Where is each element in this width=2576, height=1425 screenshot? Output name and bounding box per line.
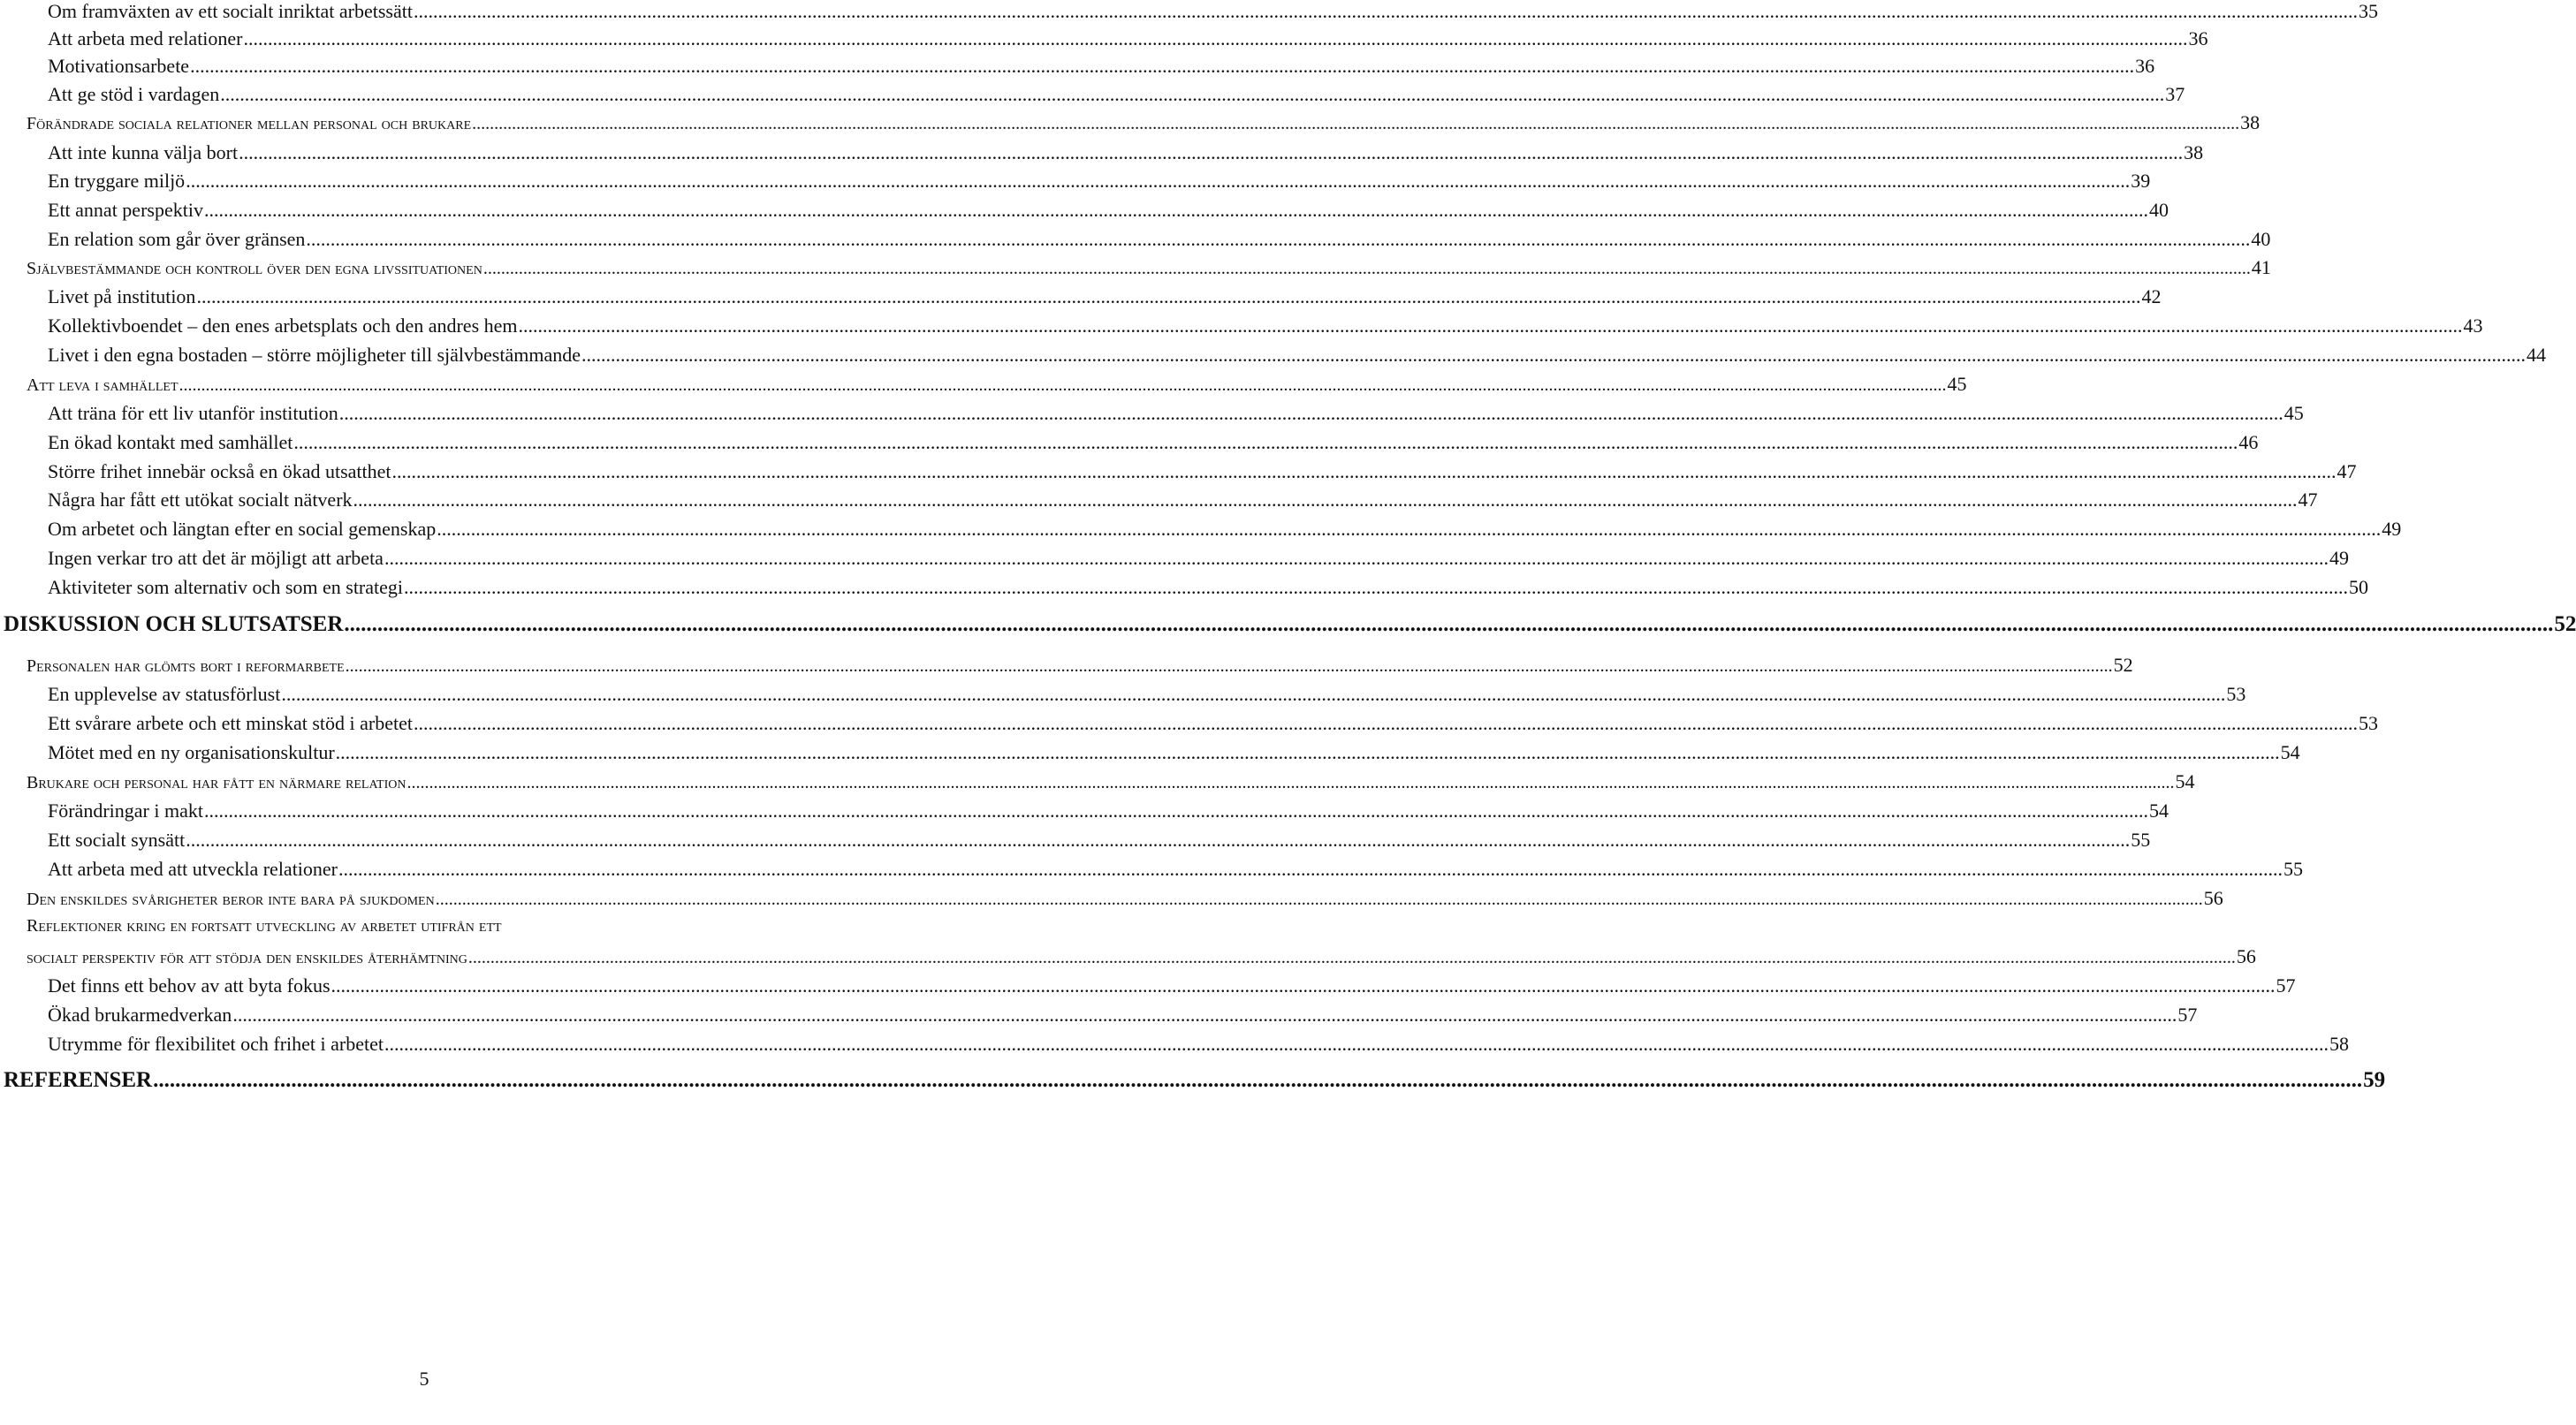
toc-entry-title: Om arbetet och längtan efter en social gemenskap (48, 518, 437, 540)
toc-entry-title: Reflektioner kring en fortsatt utveckling av arbetet utifrån ett (27, 916, 502, 936)
toc-entry-page: 47 (2298, 489, 2318, 511)
toc-entry-page: 52 (2554, 612, 2576, 636)
toc-leader-dots: ................................................................................................................................................................................................................................................................................................................................................................................................................ (293, 431, 2238, 453)
toc-entry[interactable] (27, 887, 2223, 910)
toc-entry-page: 49 (2329, 547, 2349, 569)
toc-entry-title: Att leva i samhället (27, 375, 179, 395)
toc-entry-page: 56 (2203, 887, 2223, 909)
toc-entry[interactable] (48, 285, 2162, 308)
toc-leader-dots: ................................................................................................................................................................................................................................................................................................................................................................................................................ (331, 974, 2276, 997)
toc-entry-title: Att arbeta med att utveckla relationer (48, 858, 338, 880)
toc-entry-title: Ett svårare arbete och ett minskat stöd i arbetet (48, 712, 413, 734)
toc-entry-title: DISKUSSION OCH SLUTSATSER (4, 612, 344, 636)
toc-leader-dots: ................................................................................................................................................................................................................................................................................................................................................................................................................ (338, 858, 2283, 880)
toc-entry-title: Motivationsarbete (48, 55, 190, 77)
toc-entry-title: socialt perspektiv för att stödja den enskildes återhämtning (27, 948, 467, 967)
toc-entry-page: 58 (2329, 1033, 2349, 1055)
toc-entry[interactable] (27, 916, 822, 936)
toc-leader-dots: ................................................................................................................................................................................................................................................................................................................................................................................................................ (186, 170, 2131, 192)
toc-leader-dots: ................................................................................................................................................................................................................................................................................................................................................................................................................ (220, 83, 2165, 105)
toc-entry[interactable] (48, 27, 2208, 50)
toc-leader-dots: ................................................................................................................................................................................................................................................................................................................................................................................................................ (203, 800, 2148, 822)
toc-leader-dots: ................................................................................................................................................................................................................................................................................................................................................................................................................ (203, 199, 2148, 221)
toc-entry-page: 55 (2131, 829, 2151, 851)
toc-entry[interactable] (27, 945, 2256, 968)
toc-entry-page: 45 (2283, 402, 2304, 424)
toc-entry[interactable] (48, 141, 2204, 164)
toc-entry[interactable] (48, 858, 2304, 881)
toc-leader-dots: ................................................................................................................................................................................................................................................................................................................................................................................................................ (186, 829, 2131, 851)
toc-entry-title: REFERENSER (4, 1068, 153, 1092)
toc-entry-page: 55 (2283, 858, 2304, 880)
toc-entry-page: 40 (2251, 228, 2271, 250)
toc-entry-page: 41 (2251, 256, 2271, 278)
toc-leader-dots: ................................................................................................................................................................................................................................................................................................................................................................................................................ (518, 315, 2463, 337)
toc-entry-title: En relation som går över gränsen (48, 228, 306, 250)
toc-leader-dots: ................................................................................................................................................................................................................................................................................................................................................................................................................ (391, 460, 2337, 482)
toc-leader-dots: ................................................................................................................................................................................................................................................................................................................................................................................................................ (243, 27, 2188, 49)
toc-entry[interactable] (48, 199, 2169, 222)
toc-entry-page: 50 (2349, 576, 2369, 598)
toc-leader-dots: ................................................................................................................................................................................................................................................................................................................................................................................................................ (353, 489, 2298, 511)
toc-entry-page: 38 (2240, 111, 2261, 133)
toc-entry-page: 45 (1947, 373, 1967, 395)
toc-entry[interactable] (48, 829, 2151, 852)
page-number: 5 (419, 1368, 429, 1390)
toc-entry[interactable] (48, 170, 2151, 193)
toc-entry[interactable] (27, 256, 2271, 279)
toc-leader-dots: ................................................................................................................................................................................................................................................................................................................................................................................................................ (407, 773, 2175, 792)
toc-leader-dots: ................................................................................................................................................................................................................................................................................................................................................................................................................ (413, 712, 2358, 734)
toc-entry[interactable] (48, 431, 2259, 454)
toc-entry[interactable] (27, 770, 2195, 793)
toc-entry-title: En upplevelse av statusförlust (48, 683, 281, 705)
toc-entry-title: Att inte kunna välja bort (48, 141, 239, 163)
toc-leader-dots: ................................................................................................................................................................................................................................................................................................................................................................................................................ (467, 948, 2236, 967)
toc-entry-title: Några har fått ett utökat socialt nätverk (48, 489, 353, 511)
toc-entry-title: Att arbeta med relationer (48, 27, 243, 49)
toc-entry-title: Brukare och personal har fått en närmare relation (27, 773, 407, 792)
toc-leader-dots: ................................................................................................................................................................................................................................................................................................................................................................................................................ (153, 1068, 2363, 1092)
toc-entry-title: Att ge stöd i vardagen (48, 83, 220, 105)
toc-entry-title: Större frihet innebär också en ökad utsatthet (48, 460, 391, 482)
toc-leader-dots: ................................................................................................................................................................................................................................................................................................................................................................................................................ (435, 890, 2203, 909)
toc-entry-title: Ingen verkar tro att det är möjligt att arbeta (48, 547, 384, 569)
toc-entry[interactable] (27, 654, 2133, 677)
toc-entry-page: 42 (2141, 285, 2162, 307)
toc-leader-dots: ................................................................................................................................................................................................................................................................................................................................................................................................................ (437, 518, 2382, 540)
toc-entry-title: Ett annat perspektiv (48, 199, 203, 221)
toc-leader-dots: ................................................................................................................................................................................................................................................................................................................................................................................................................ (190, 55, 2135, 77)
toc-entry-page: 37 (2165, 83, 2185, 105)
toc-entry-page: 59 (2363, 1068, 2386, 1092)
toc-entry[interactable] (48, 402, 2304, 425)
toc-leader-dots: ................................................................................................................................................................................................................................................................................................................................................................................................................ (384, 1033, 2329, 1055)
toc-entry-page: 40 (2148, 199, 2169, 221)
toc-entry-page: 53 (2358, 712, 2378, 734)
toc-entry-page: 52 (2113, 654, 2133, 676)
toc-entry[interactable] (48, 518, 2402, 541)
toc-entry-page: 57 (2276, 974, 2296, 997)
toc-entry[interactable] (48, 228, 2271, 251)
toc-entry-title: Ett socialt synsätt (48, 829, 186, 851)
toc-entry[interactable] (48, 315, 2483, 337)
toc-entry-title: Utrymme för flexibilitet och frihet i arbetet (48, 1033, 384, 1055)
toc-entry-page: 38 (2184, 141, 2204, 163)
toc-entry[interactable] (48, 683, 2246, 706)
toc-entry-page: 43 (2463, 315, 2483, 337)
toc-leader-dots: ................................................................................................................................................................................................................................................................................................................................................................................................................ (483, 259, 2251, 278)
toc-entry-page: 36 (2188, 27, 2208, 49)
toc-entry[interactable] (48, 344, 2547, 367)
toc-entry-page: 47 (2337, 460, 2357, 482)
toc-entry[interactable] (27, 373, 1967, 396)
toc-entry-title: Ökad brukarmedverkan (48, 1004, 232, 1026)
toc-entry-page: 46 (2238, 431, 2259, 453)
toc-entry-page: 44 (2527, 344, 2547, 366)
toc-entry[interactable] (48, 0, 2378, 23)
toc-entry[interactable] (48, 83, 2185, 106)
toc-leader-dots: ................................................................................................................................................................................................................................................................................................................................................................................................................ (306, 228, 2251, 250)
toc-entry-page: 57 (2177, 1004, 2198, 1026)
toc-leader-dots: ................................................................................................................................................................................................................................................................................................................................................................................................................ (344, 612, 2554, 636)
toc-entry-title: Personalen har glömts bort i reformarbete (27, 656, 345, 676)
toc-entry[interactable] (48, 712, 2378, 735)
toc-entry[interactable] (48, 547, 2349, 570)
toc-entry-page: 36 (2135, 55, 2155, 77)
toc-entry[interactable] (27, 111, 2261, 134)
toc-entry-title: Kollektivboendet – den enes arbetsplats och den andres hem (48, 315, 518, 337)
toc-entry-page: 39 (2131, 170, 2151, 192)
toc-leader-dots: ................................................................................................................................................................................................................................................................................................................................................................................................................ (239, 141, 2184, 163)
toc-leader-dots: ................................................................................................................................................................................................................................................................................................................................................................................................................ (232, 1004, 2177, 1026)
toc-leader-dots: ................................................................................................................................................................................................................................................................................................................................................................................................................ (345, 656, 2113, 676)
toc-entry[interactable] (48, 576, 2369, 599)
toc-entry-title: Det finns ett behov av att byta fokus (48, 974, 331, 997)
toc-entry[interactable] (48, 489, 2318, 512)
toc-entry-title: Om framväxten av ett socialt inriktat arbetssätt (48, 0, 413, 22)
toc-entry-page: 54 (2148, 800, 2169, 822)
toc-entry-title: Livet på institution (48, 285, 196, 307)
toc-leader-dots: ................................................................................................................................................................................................................................................................................................................................................................................................................ (281, 683, 2226, 705)
toc-entry[interactable] (48, 55, 2155, 78)
toc-entry[interactable] (48, 1033, 2349, 1056)
toc-entry-title: Den enskildes svårigheter beror inte bara på sjukdomen (27, 890, 435, 909)
toc-leader-dots: ................................................................................................................................................................................................................................................................................................................................................................................................................ (384, 547, 2329, 569)
toc-entry-page: 54 (2175, 770, 2195, 792)
toc-leader-dots: ................................................................................................................................................................................................................................................................................................................................................................................................................ (404, 576, 2349, 598)
toc-leader-dots: ................................................................................................................................................................................................................................................................................................................................................................................................................ (413, 0, 2358, 22)
toc-entry-title: Förändrade sociala relationer mellan personal och brukare (27, 114, 472, 133)
toc-leader-dots: ................................................................................................................................................................................................................................................................................................................................................................................................................ (338, 402, 2283, 424)
toc-entry[interactable] (48, 974, 2296, 997)
toc-leader-dots: ................................................................................................................................................................................................................................................................................................................................................................................................................ (581, 344, 2527, 366)
toc-entry-page: 49 (2382, 518, 2402, 540)
toc-entry-page: 53 (2226, 683, 2246, 705)
toc-entry-title: Mötet med en ny organisationskultur (48, 741, 335, 763)
toc-entry[interactable] (4, 1068, 2386, 1093)
toc-entry-page: 54 (2280, 741, 2300, 763)
toc-entry-title: Förändringar i makt (48, 800, 203, 822)
toc-leader-dots: ................................................................................................................................................................................................................................................................................................................................................................................................................ (335, 741, 2280, 763)
toc-leader-dots: ................................................................................................................................................................................................................................................................................................................................................................................................................ (472, 114, 2240, 133)
toc-entry[interactable] (4, 612, 2576, 637)
toc-entry-page: 56 (2236, 945, 2256, 967)
toc-entry-title: Livet i den egna bostaden – större möjligheter till självbestämmande (48, 344, 581, 366)
toc-entry[interactable] (48, 1004, 2198, 1027)
toc-entry-title: Att träna för ett liv utanför institution (48, 402, 338, 424)
toc-entry[interactable] (48, 800, 2169, 822)
toc-entry-title: En ökad kontakt med samhället (48, 431, 293, 453)
toc-entry-title: En tryggare miljö (48, 170, 186, 192)
toc-leader-dots: ................................................................................................................................................................................................................................................................................................................................................................................................................ (196, 285, 2141, 307)
toc-entry[interactable] (48, 741, 2300, 764)
toc-entry-page: 35 (2358, 0, 2378, 22)
toc-entry-title: Aktiviteter som alternativ och som en strategi (48, 576, 404, 598)
toc-entry-title: Självbestämmande och kontroll över den egna livssituationen (27, 259, 483, 278)
toc-leader-dots: ................................................................................................................................................................................................................................................................................................................................................................................................................ (179, 375, 1947, 395)
toc-entry[interactable] (48, 460, 2357, 483)
